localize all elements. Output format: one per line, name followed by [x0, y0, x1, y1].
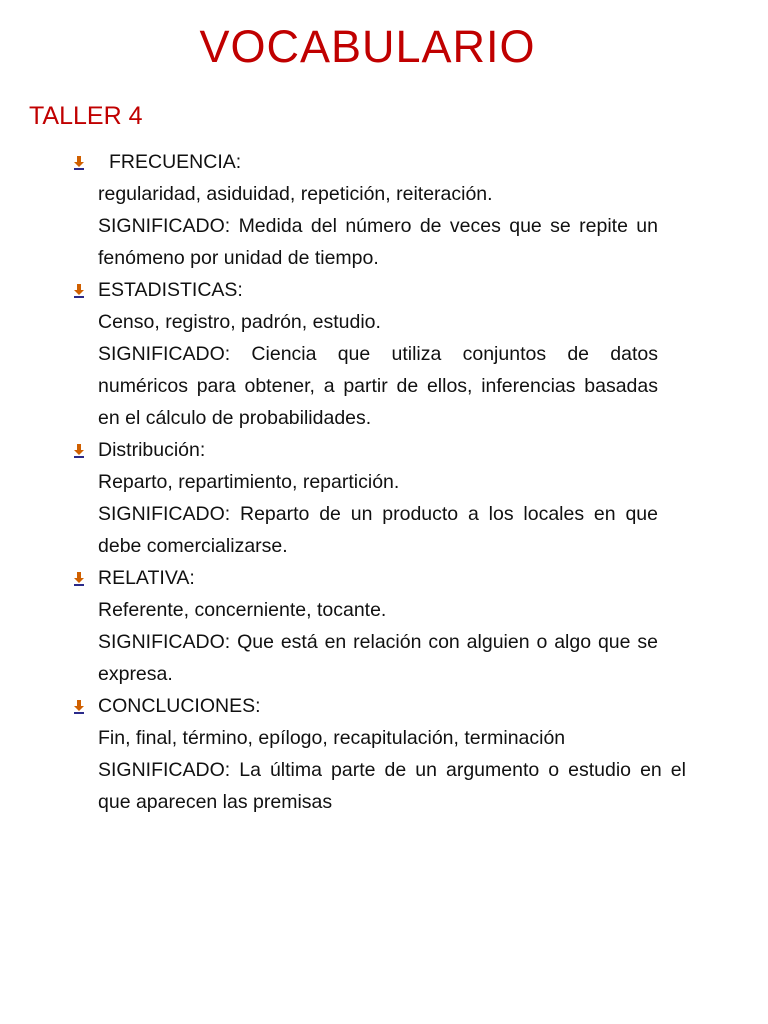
vocabulary-entry — [72, 562, 658, 690]
vocabulary-entry — [72, 274, 658, 434]
entry-synonyms: Censo, registro, padrón, estudio. — [98, 311, 381, 333]
entry-definition: SIGNIFICADO: Que está en relación con alguien o algo que se expresa. — [98, 631, 658, 685]
entry-term: FRECUENCIA: — [109, 151, 242, 173]
entry-term: ESTADISTICAS: — [98, 279, 243, 301]
entry-term: Distribución: — [98, 439, 206, 461]
entry-synonyms: Fin, final, término, epílogo, recapitulación, terminación — [98, 727, 566, 749]
entry-synonyms: Referente, concerniente, tocante. — [98, 599, 387, 621]
vocabulary-entry — [72, 690, 686, 818]
vocabulary-entry — [72, 146, 658, 274]
entry-synonyms: Reparto, repartimiento, repartición. — [98, 471, 400, 493]
entry-synonyms: regularidad, asiduidad, repetición, reiteración. — [98, 183, 493, 205]
vocabulary-entry — [72, 434, 658, 562]
entry-definition: SIGNIFICADO: Ciencia que utiliza conjuntos de datos numéricos para obtener, a partir de ellos, inferencias basadas en el cálculo de probabilidades. — [98, 343, 658, 429]
vocabulary-list — [72, 146, 686, 818]
entry-term: RELATIVA: — [98, 567, 195, 589]
page-title: VOCABULARIO — [199, 21, 536, 72]
entry-definition: SIGNIFICADO: La última parte de un argumento o estudio en el que aparecen las premisas — [98, 759, 686, 813]
entry-definition: SIGNIFICADO: Medida del número de veces que se repite un fenómeno por unidad de tiempo. — [98, 215, 658, 269]
entry-definition: SIGNIFICADO: Reparto de un producto a los locales en que debe comercializarse. — [98, 503, 658, 557]
entry-term: CONCLUCIONES: — [98, 695, 261, 717]
subtitle: TALLER 4 — [29, 102, 143, 130]
